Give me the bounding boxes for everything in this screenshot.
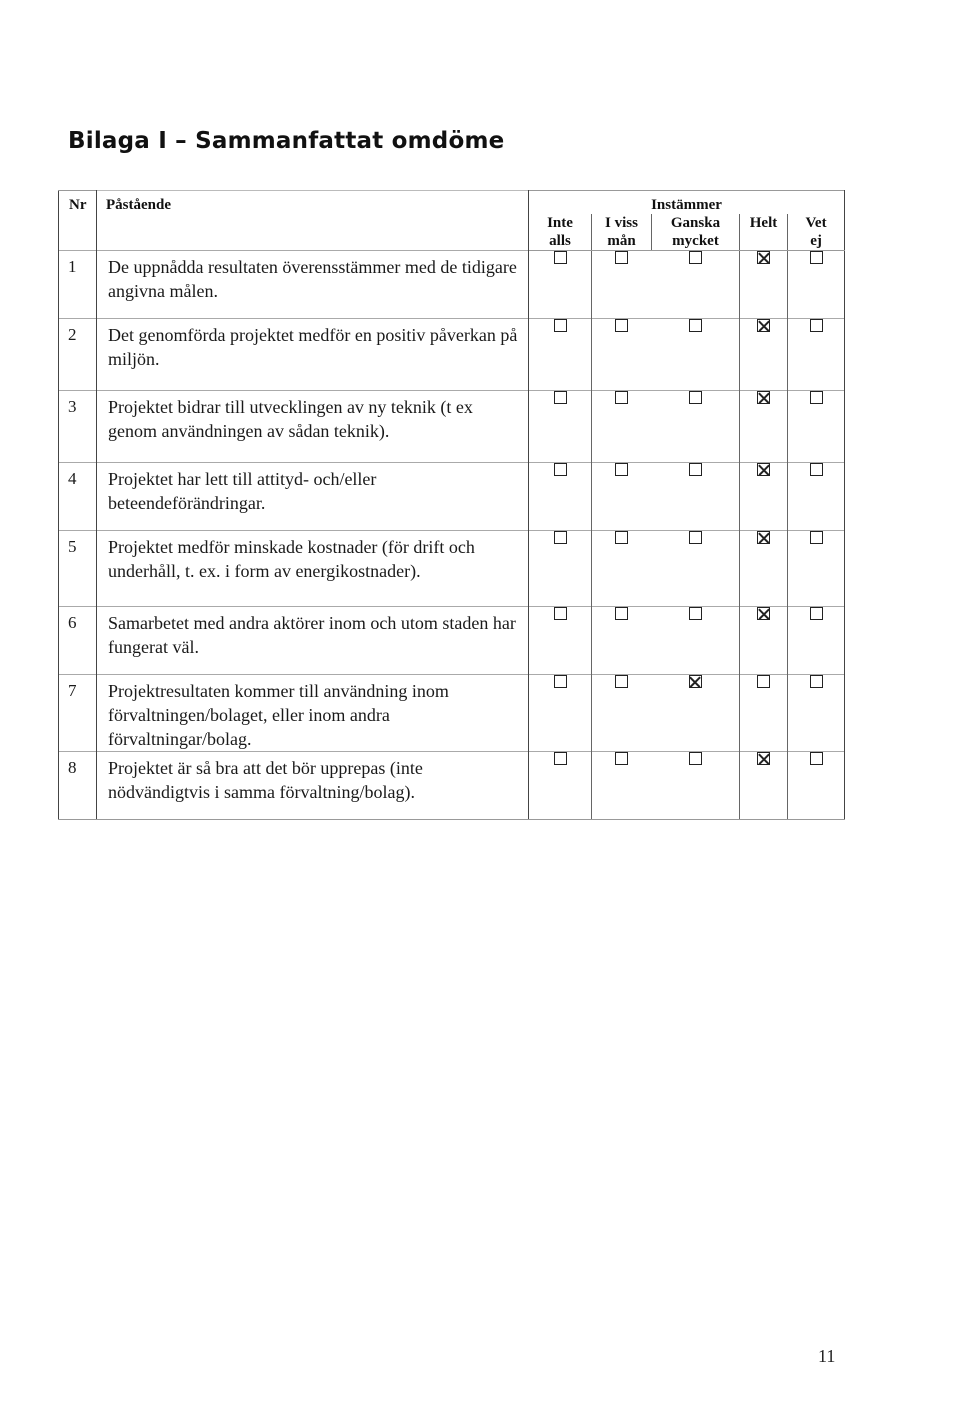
option-cell <box>529 463 592 531</box>
table-body <box>59 251 845 820</box>
checkbox[interactable] <box>615 752 628 765</box>
checkbox[interactable] <box>689 319 702 332</box>
option-cell <box>592 319 652 391</box>
row-number: 6 <box>59 607 97 675</box>
checkbox[interactable] <box>810 319 823 332</box>
row-number: 1 <box>59 251 97 319</box>
checkbox[interactable] <box>689 531 702 544</box>
option-cell <box>740 463 788 531</box>
option-cell <box>652 251 740 319</box>
option-cell <box>788 391 845 463</box>
option-cell <box>592 463 652 531</box>
option-cell <box>740 752 788 820</box>
option-cell <box>592 531 652 607</box>
option-cell <box>652 752 740 820</box>
table-row <box>59 607 845 675</box>
option-cell <box>529 319 592 391</box>
checkbox-checked[interactable] <box>757 391 770 404</box>
checkbox[interactable] <box>554 391 567 404</box>
statement-text: Projektet bidrar till utvecklingen av ny teknik (t ex genom användningen av sådan teknik). <box>97 391 529 463</box>
option-cell <box>529 752 592 820</box>
table-row <box>59 391 845 463</box>
option-cell <box>740 531 788 607</box>
statement-text: Projektresultaten kommer till användning inom förvaltningen/bolaget, eller inom andra förvaltningar/bolag. <box>97 675 529 752</box>
option-cell <box>740 675 788 752</box>
checkbox[interactable] <box>615 319 628 332</box>
option-cell <box>788 752 845 820</box>
option-cell <box>592 251 652 319</box>
checkbox[interactable] <box>689 607 702 620</box>
option-cell <box>592 752 652 820</box>
option-cell <box>529 251 592 319</box>
checkbox[interactable] <box>757 675 770 688</box>
option-cell <box>740 391 788 463</box>
option-cell <box>529 391 592 463</box>
table-row <box>59 463 845 531</box>
option-header: Vet ej <box>788 214 845 251</box>
option-cell <box>652 531 740 607</box>
page-title: Bilaga I – Sammanfattat omdöme <box>68 128 505 154</box>
option-cell <box>592 607 652 675</box>
option-cell <box>592 391 652 463</box>
option-header: Inte alls <box>529 214 592 251</box>
option-cell <box>788 531 845 607</box>
checkbox[interactable] <box>615 463 628 476</box>
option-cell <box>652 463 740 531</box>
row-number: 8 <box>59 752 97 820</box>
option-cell <box>529 675 592 752</box>
checkbox[interactable] <box>615 251 628 264</box>
checkbox-checked[interactable] <box>757 752 770 765</box>
statement-text: Projektet har lett till attityd- och/eller beteendeförändringar. <box>97 463 529 531</box>
option-cell <box>788 319 845 391</box>
option-header: Helt <box>740 214 788 251</box>
checkbox[interactable] <box>689 391 702 404</box>
option-header: Ganska mycket <box>652 214 740 251</box>
checkbox[interactable] <box>554 319 567 332</box>
table-row <box>59 531 845 607</box>
option-cell <box>788 675 845 752</box>
checkbox[interactable] <box>554 607 567 620</box>
checkbox[interactable] <box>689 752 702 765</box>
checkbox[interactable] <box>554 752 567 765</box>
option-cell <box>788 607 845 675</box>
assessment-table <box>58 190 845 820</box>
checkbox[interactable] <box>810 531 823 544</box>
checkbox[interactable] <box>689 251 702 264</box>
option-cell <box>652 391 740 463</box>
option-cell <box>529 531 592 607</box>
checkbox[interactable] <box>689 463 702 476</box>
nr-column-header: Nr <box>59 191 97 251</box>
checkbox[interactable] <box>615 531 628 544</box>
row-number: 7 <box>59 675 97 752</box>
table-row <box>59 752 845 820</box>
checkbox[interactable] <box>810 251 823 264</box>
checkbox[interactable] <box>810 463 823 476</box>
option-cell <box>652 607 740 675</box>
checkbox[interactable] <box>554 675 567 688</box>
page-number: 11 <box>818 1346 836 1366</box>
checkbox-checked[interactable] <box>757 531 770 544</box>
checkbox[interactable] <box>810 752 823 765</box>
checkbox-checked[interactable] <box>757 319 770 332</box>
checkbox-checked[interactable] <box>689 675 702 688</box>
row-number: 4 <box>59 463 97 531</box>
table-row <box>59 319 845 391</box>
statement-text: Projektet är så bra att det bör upprepas (inte nödvändigtvis i samma förvaltning/bolag). <box>97 752 529 820</box>
checkbox-checked[interactable] <box>757 251 770 264</box>
checkbox[interactable] <box>554 531 567 544</box>
checkbox-checked[interactable] <box>757 607 770 620</box>
option-cell <box>740 607 788 675</box>
checkbox[interactable] <box>615 391 628 404</box>
option-cell <box>740 251 788 319</box>
checkbox[interactable] <box>554 463 567 476</box>
option-cell <box>652 319 740 391</box>
option-header: I viss mån <box>592 214 652 251</box>
statement-text: Projektet medför minskade kostnader (för drift och underhåll, t. ex. i form av energikostnader). <box>97 531 529 607</box>
table-row <box>59 675 845 752</box>
option-cell <box>740 319 788 391</box>
option-cell <box>652 675 740 752</box>
row-number: 5 <box>59 531 97 607</box>
checkbox-checked[interactable] <box>757 463 770 476</box>
row-number: 2 <box>59 319 97 391</box>
statement-text: Det genomförda projektet medför en positiv påverkan på miljön. <box>97 319 529 391</box>
checkbox[interactable] <box>810 607 823 620</box>
checkbox[interactable] <box>810 391 823 404</box>
checkbox[interactable] <box>554 251 567 264</box>
option-cell <box>529 607 592 675</box>
option-cell <box>788 463 845 531</box>
claim-column-header: Påstående <box>97 191 529 251</box>
statement-text: De uppnådda resultaten överensstämmer med de tidigare angivna målen. <box>97 251 529 319</box>
option-cell <box>788 251 845 319</box>
table-row <box>59 251 845 319</box>
checkbox[interactable] <box>615 607 628 620</box>
option-cell <box>592 675 652 752</box>
statement-text: Samarbetet med andra aktörer inom och utom staden har fungerat väl. <box>97 607 529 675</box>
checkbox[interactable] <box>810 675 823 688</box>
row-number: 3 <box>59 391 97 463</box>
checkbox[interactable] <box>615 675 628 688</box>
agreement-group-header: Instämmer <box>529 191 845 215</box>
